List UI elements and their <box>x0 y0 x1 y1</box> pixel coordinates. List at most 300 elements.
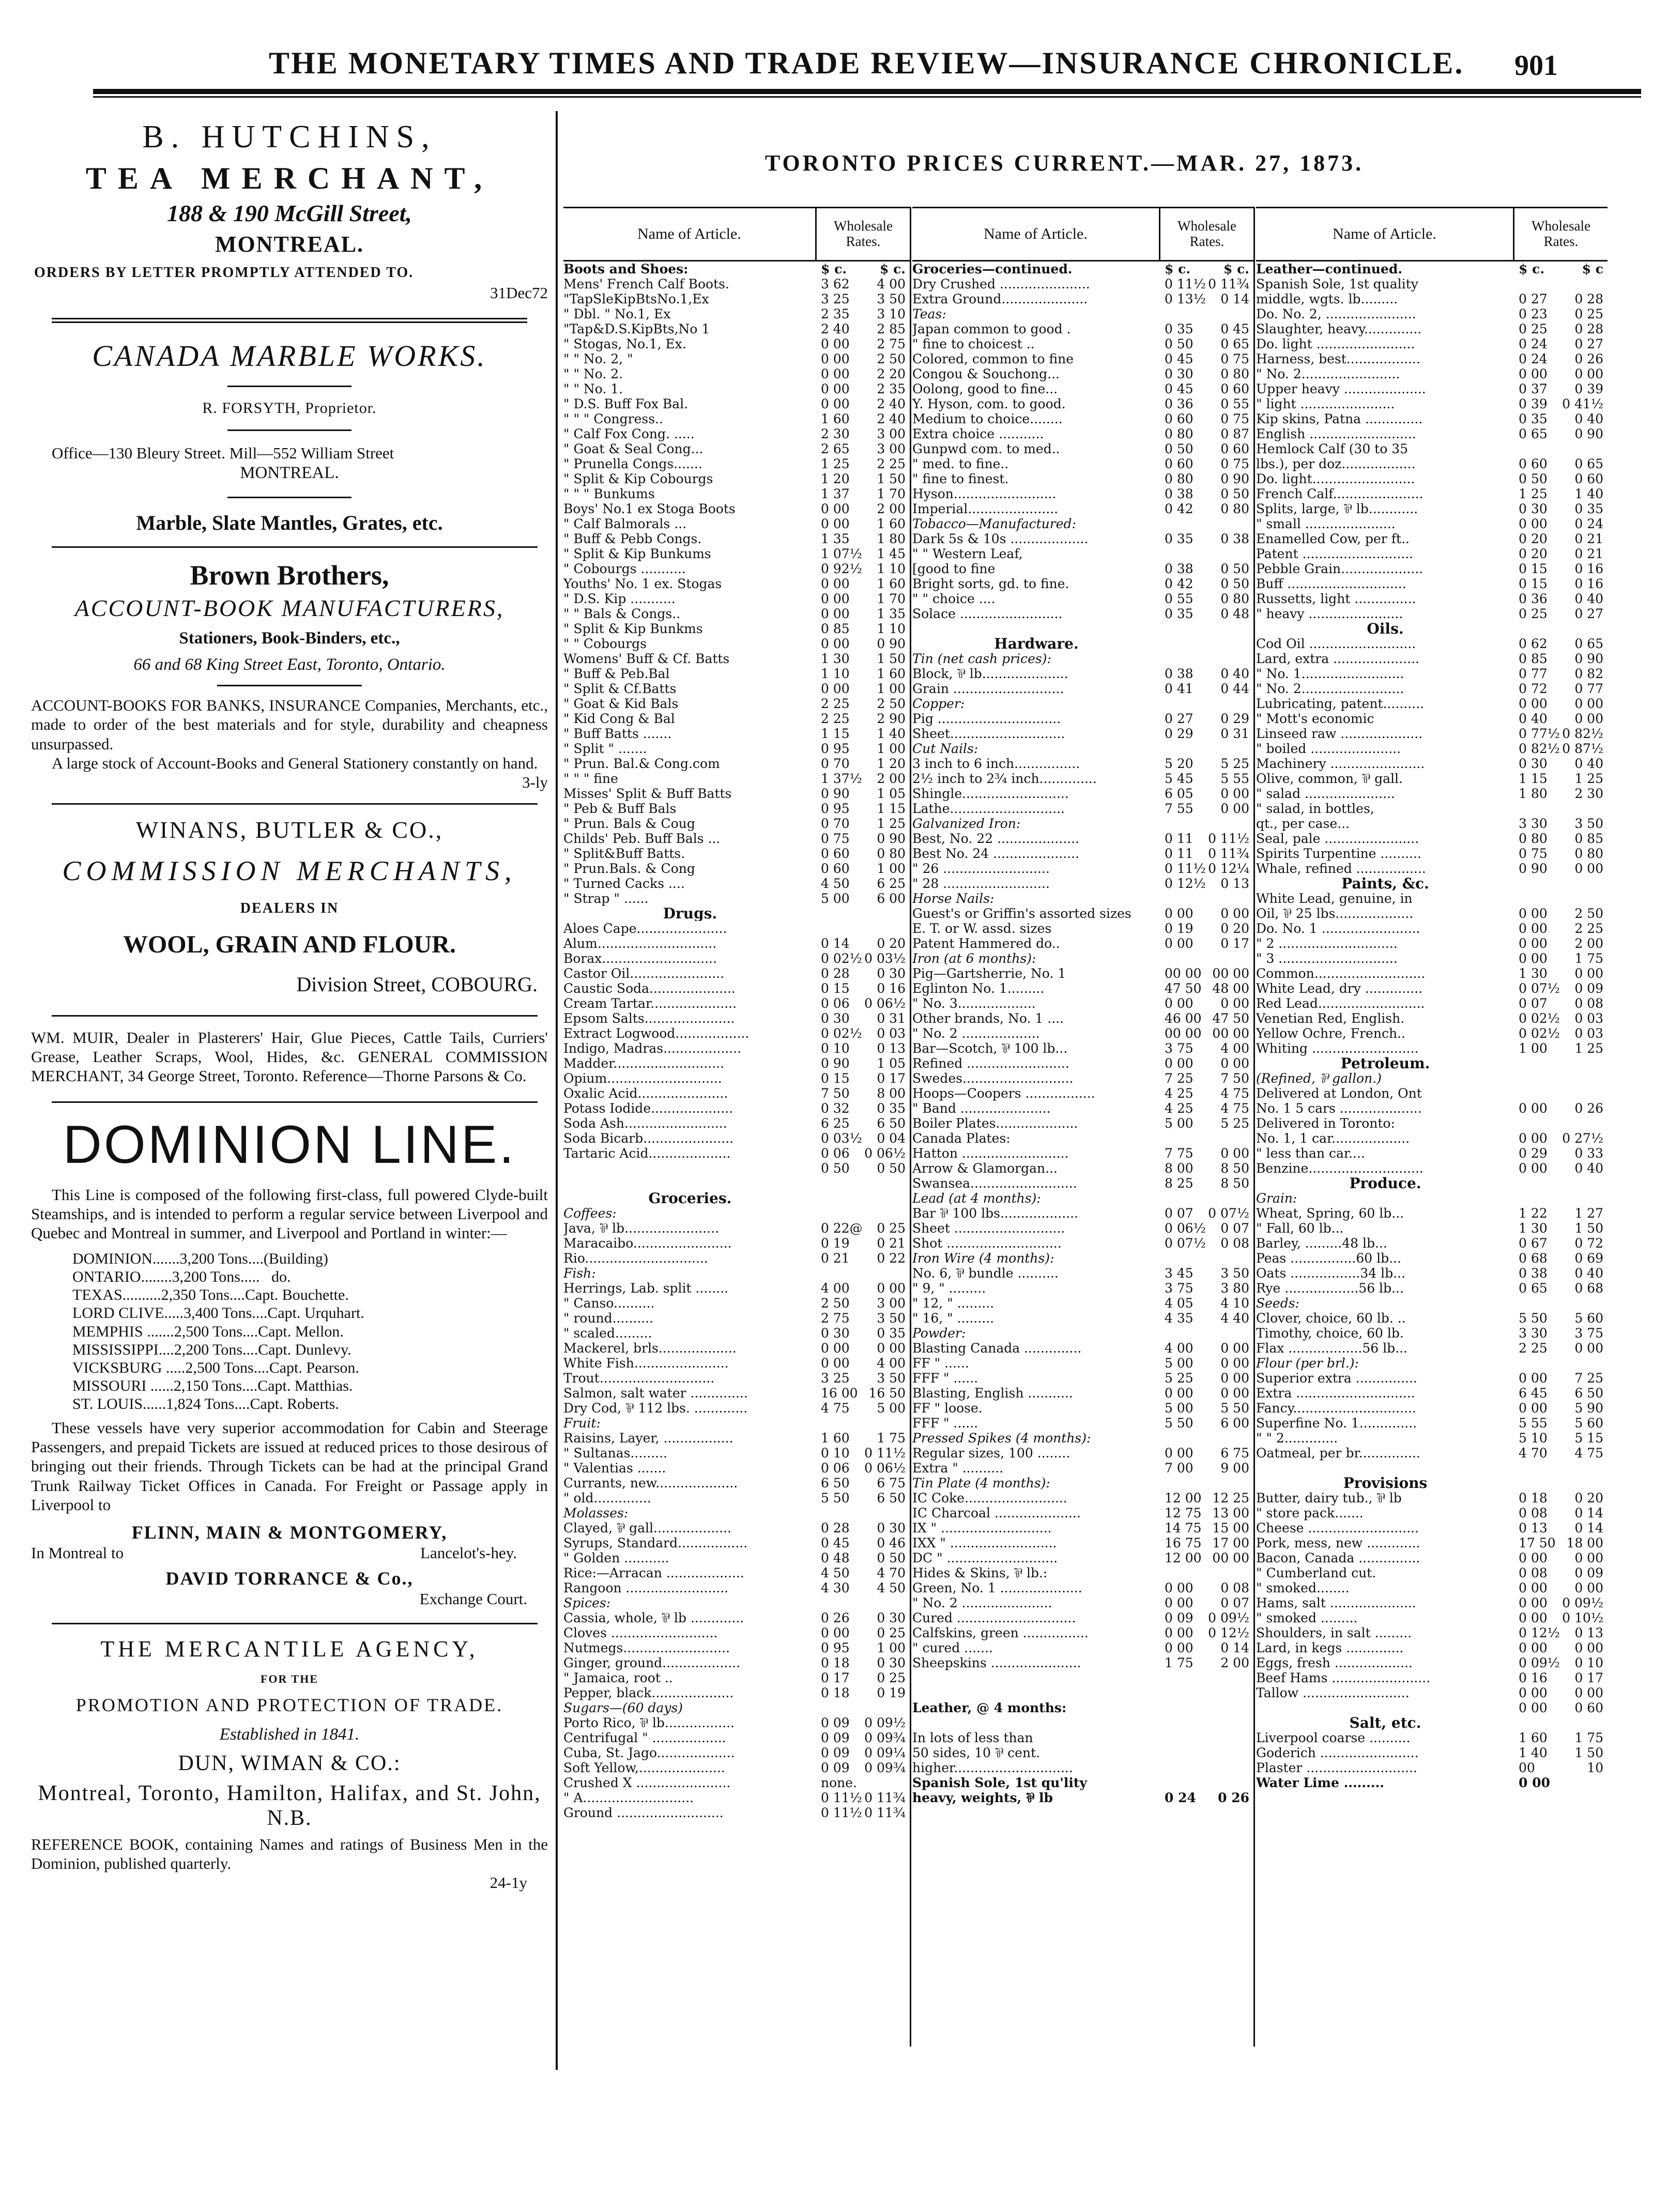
price-row <box>563 1535 910 1550</box>
rates <box>1160 1161 1253 1176</box>
rates <box>817 801 910 816</box>
article-name: " Goat & Kid Bals <box>563 696 679 711</box>
rate-high: 0 75 <box>1220 351 1249 366</box>
rates <box>1160 906 1253 921</box>
ad-hutchins-city: MONTREAL. <box>215 232 364 257</box>
rate-high: 1 75 <box>877 1431 906 1446</box>
rates <box>817 1356 910 1371</box>
ad-mercantile <box>31 1636 548 1892</box>
rate-high: 1 45 <box>877 546 906 561</box>
article-name: Nutmegs.......................... <box>563 1640 730 1655</box>
price-row <box>912 1011 1253 1026</box>
rate-low: 4 50 <box>821 876 850 891</box>
article-name: Sheet ........................... <box>912 1221 1065 1236</box>
price-row <box>563 1461 910 1476</box>
article-name: Childs' Peb. Buff Bals ... <box>563 831 721 846</box>
price-row <box>1256 801 1608 816</box>
rate-low: 0 22@ <box>821 1221 863 1236</box>
price-row <box>563 1386 910 1401</box>
rate-high: 0 82½ <box>1562 726 1603 741</box>
prices-title: TORONTO PRICES CURRENT.—MAR. 27, 1873. <box>765 150 1364 176</box>
ship-item: LORD CLIVE.....3,400 Tons....Capt. Urquhart. <box>72 1304 364 1322</box>
article-name: IC Coke......................... <box>912 1491 1067 1506</box>
rate-high: 0 50 <box>877 1550 906 1565</box>
price-row <box>563 1700 910 1715</box>
rates <box>817 1371 910 1386</box>
rates <box>1160 786 1253 801</box>
rates <box>817 396 910 411</box>
rate-low: 0 06 <box>821 1146 850 1161</box>
rate-low: 0 75 <box>1519 846 1548 861</box>
rates <box>1514 1431 1608 1446</box>
article-name: " small ...................... <box>1256 516 1396 531</box>
price-section-heading <box>563 1191 910 1206</box>
rates <box>1160 336 1253 351</box>
rate-high: 0 00 <box>1220 1356 1249 1371</box>
rate-low: 2 25 <box>821 711 850 726</box>
article-name: " heavy ....................... <box>1256 606 1403 621</box>
rates <box>817 1251 910 1266</box>
rates <box>817 366 910 381</box>
price-row <box>563 861 910 876</box>
rates <box>1160 1296 1253 1311</box>
rate-high: 0 03 <box>877 1026 906 1041</box>
price-row <box>1256 1371 1608 1386</box>
rates <box>1160 1206 1253 1221</box>
rate-low: 0 00 <box>1519 1595 1548 1610</box>
article-name: Other brands, No. 1 .... <box>912 1011 1064 1026</box>
ad-dominion-agent2: DAVID TORRANCE & Co., <box>165 1568 414 1589</box>
rates <box>1514 996 1608 1011</box>
article-name: Barley, .........48 lb... <box>1256 1236 1387 1251</box>
article-name: Blasting Canada .............. <box>912 1341 1082 1356</box>
rates <box>1160 696 1253 711</box>
article-name: Madder........................... <box>563 1056 725 1071</box>
price-row <box>912 966 1253 981</box>
price-row <box>563 381 910 396</box>
rate-low: 5 00 <box>1165 1356 1193 1371</box>
article-name: Flour (per brl.): <box>1256 1356 1359 1371</box>
rate-high: 0 11¾ <box>1208 276 1249 291</box>
rates <box>817 696 910 711</box>
price-row <box>1256 321 1608 336</box>
price-row <box>1256 666 1608 681</box>
rate-low: 4 50 <box>821 1565 850 1580</box>
rate-high: 4 10 <box>1220 1296 1249 1311</box>
rate-low: 4 25 <box>1165 1101 1193 1116</box>
article-name: Herrings, Lab. split ........ <box>563 1281 729 1296</box>
price-row <box>1256 1236 1608 1251</box>
rate-high: 0 07½ <box>1208 1206 1249 1221</box>
rate-low: 0 32 <box>821 1101 850 1116</box>
rate-high: 0 80 <box>1220 366 1249 381</box>
price-row <box>1256 1625 1608 1640</box>
rate-high: 3 00 <box>877 426 906 441</box>
article-name: Iron Wire (4 months): <box>912 1251 1054 1266</box>
price-row <box>1256 711 1608 726</box>
rate-high: 0 46 <box>877 1535 906 1550</box>
rate-high: 0 40 <box>1220 666 1249 681</box>
price-row <box>563 396 910 411</box>
rate-low: 0 00 <box>821 591 850 606</box>
article-name: Extract Logwood.................. <box>563 1026 749 1041</box>
article-name: FF " loose. <box>912 1401 983 1416</box>
article-name: " A........................... <box>563 1790 694 1805</box>
rates <box>817 906 910 921</box>
rate-low: 0 82½ <box>1519 741 1560 756</box>
rate-high: 0 06½ <box>864 1146 906 1161</box>
article-name: FF " ...... <box>912 1356 969 1371</box>
rate-low: 46 00 <box>1165 1011 1202 1026</box>
rates <box>1514 831 1608 846</box>
rate-low: 0 07½ <box>1519 981 1560 996</box>
article-name: " 26 .......................... <box>912 861 1050 876</box>
article-name: Provisions <box>1343 1476 1428 1491</box>
price-row <box>912 996 1253 1011</box>
col-name-header: Name of Article. <box>912 208 1160 260</box>
price-row <box>563 516 910 531</box>
rates <box>817 1685 910 1700</box>
rate-low: 0 24 <box>1519 351 1548 366</box>
ship-item: DOMINION.......3,200 Tons....(Building) <box>72 1250 328 1268</box>
price-row <box>1256 651 1608 666</box>
price-row <box>912 786 1253 801</box>
rate-low: 0 00 <box>821 396 850 411</box>
article-name: Goderich ........................ <box>1256 1745 1419 1760</box>
rate-low: 3 45 <box>1165 1266 1193 1281</box>
rate-high: 6 75 <box>1220 1446 1249 1461</box>
rate-low: 0 09 <box>821 1730 850 1745</box>
rates <box>817 1550 910 1565</box>
article-name: Horse Nails: <box>912 891 994 906</box>
rates <box>1514 1356 1608 1371</box>
rates <box>817 1131 910 1146</box>
price-row <box>912 1326 1253 1341</box>
rates <box>1160 591 1253 606</box>
article-name: Bar—Scotch, ⅌ 100 lb... <box>912 1041 1068 1056</box>
rates <box>817 921 910 936</box>
rate-high: 0 00 <box>1220 1386 1249 1401</box>
rate-high: 8 50 <box>1220 1176 1249 1191</box>
rates <box>1514 1116 1608 1131</box>
price-row <box>563 291 910 306</box>
rate-low: 0 15 <box>821 1071 850 1086</box>
rate-low: 0 30 <box>1519 501 1548 516</box>
price-row <box>1256 1071 1608 1086</box>
rate-high: 6 75 <box>877 1476 906 1491</box>
article-name: " Strap " ...... <box>563 891 649 906</box>
rates <box>1160 651 1253 666</box>
rates <box>817 621 910 636</box>
rate-high: 1 40 <box>1574 486 1603 501</box>
article-name: Flax ..................56 lb... <box>1256 1341 1407 1356</box>
rates <box>1514 1221 1608 1236</box>
rate-high: 2 50 <box>877 696 906 711</box>
price-row <box>563 1101 910 1116</box>
rates <box>817 1431 910 1446</box>
rate-low: 0 11½ <box>821 1790 862 1805</box>
rate-low: 0 06½ <box>1165 1221 1206 1236</box>
rates <box>1514 906 1608 921</box>
rate-low: 0 07 <box>1165 1206 1193 1221</box>
price-row <box>912 306 1253 321</box>
article-name: " Buff & Pebb Congs. <box>563 531 702 546</box>
price-row <box>1256 336 1608 351</box>
rates <box>1160 1670 1253 1685</box>
rates <box>817 1565 910 1580</box>
price-row <box>912 1520 1253 1535</box>
article-name: " fine to finest. <box>912 471 1009 486</box>
price-row <box>1256 1760 1608 1775</box>
price-rows <box>912 262 1253 1805</box>
price-row <box>912 1625 1253 1640</box>
price-row <box>912 501 1253 516</box>
rate-low: 47 50 <box>1165 981 1202 996</box>
rates <box>1160 1401 1253 1416</box>
rate-high: 5 00 <box>877 1401 906 1416</box>
rate-low: 0 38 <box>1165 486 1193 501</box>
rate-low: 0 00 <box>1519 1371 1548 1386</box>
rate-low: 0 75 <box>821 831 850 846</box>
rates <box>1514 1506 1608 1520</box>
price-section-heading <box>1256 621 1608 636</box>
article-name: English .......................... <box>1256 426 1416 441</box>
rate-low: 2 30 <box>821 426 850 441</box>
rate-high: 2 00 <box>1220 1655 1249 1670</box>
rate-low: 0 00 <box>1519 1550 1548 1565</box>
price-row <box>563 891 910 906</box>
rate-high: 8 50 <box>1220 1161 1249 1176</box>
rate-high: 1 10 <box>877 621 906 636</box>
rate-high: 0 87½ <box>1562 741 1603 756</box>
article-name: Benzine............................ <box>1256 1161 1424 1176</box>
rate-low: 1 40 <box>1519 1745 1548 1760</box>
rate-high: 6 50 <box>877 1116 906 1131</box>
article-name: Green, No. 1 .................... <box>912 1580 1082 1595</box>
rate-low: 0 00 <box>1165 936 1193 951</box>
article-name: Molasses: <box>563 1506 629 1520</box>
rate-high: 5 90 <box>1574 1401 1603 1416</box>
rate-low: 0 20 <box>1519 531 1548 546</box>
rate-high: 0 55 <box>1220 396 1249 411</box>
rate-high: 0 09 <box>1574 1565 1603 1580</box>
rates <box>1160 681 1253 696</box>
rate-high: 0 00 <box>1574 1341 1603 1356</box>
rate-low: 0 09 <box>821 1745 850 1760</box>
rates <box>1160 1730 1253 1745</box>
article-name: White Lead, genuine, in <box>1256 891 1413 906</box>
article-name: " Split&Buff Batts. <box>563 846 685 861</box>
article-name: Produce. <box>1349 1176 1421 1191</box>
article-name: Shoulders, in salt ......... <box>1256 1625 1412 1640</box>
article-name: " Kid Cong & Bal <box>563 711 675 726</box>
rates <box>1514 1191 1608 1206</box>
price-row <box>1256 1520 1608 1535</box>
rate-high: 0 14 <box>1220 1640 1249 1655</box>
rate-high: 0 09½ <box>864 1715 906 1730</box>
article-name: Womens' Buff & Cf. Batts <box>563 651 730 666</box>
rates <box>1514 1580 1608 1595</box>
rates <box>817 1805 910 1820</box>
article-name: Do. No. 2, ...................... <box>1256 306 1416 321</box>
ship-item: MISSISSIPPI....2,200 Tons....Capt. Dunlevy. <box>72 1341 351 1358</box>
rate-low: 2 75 <box>821 1311 850 1326</box>
article-name: Porto Rico, ⅌ lb................. <box>563 1715 735 1730</box>
article-name: " " No. 2. <box>563 366 623 381</box>
rate-low: 0 14 <box>821 936 850 951</box>
rate-high: 0 21 <box>877 1236 906 1251</box>
rates <box>1514 606 1608 621</box>
rate-high: 1 80 <box>877 531 906 546</box>
article-name: Dark 5s & 10s ................... <box>912 531 1089 546</box>
article-name: Rangoon ......................... <box>563 1580 729 1595</box>
rates <box>1160 1640 1253 1655</box>
article-name: White Lead, dry .............. <box>1256 981 1423 996</box>
article-name: Fancy.............................. <box>1256 1401 1416 1416</box>
price-row <box>563 1071 910 1086</box>
article-name: middle, wgts. lb......... <box>1256 291 1398 306</box>
rates <box>1160 621 1253 636</box>
rate-high: 1 15 <box>877 801 906 816</box>
article-name: Imperial...................... <box>912 501 1059 516</box>
price-row <box>912 486 1253 501</box>
price-section-heading <box>1256 1176 1608 1191</box>
rate-high: 0 48 <box>1220 606 1249 621</box>
article-name: qt., per case... <box>1256 816 1350 831</box>
rate-high: 0 30 <box>877 1655 906 1670</box>
rate-high: 1 50 <box>1574 1221 1603 1236</box>
rate-low: 0 27 <box>1165 711 1193 726</box>
price-row <box>1256 262 1608 276</box>
rates <box>1160 1715 1253 1730</box>
price-row <box>563 441 910 456</box>
rates <box>1160 1026 1253 1041</box>
price-row <box>563 846 910 861</box>
rates <box>1514 1491 1608 1506</box>
rate-low: 0 00 <box>1165 1595 1193 1610</box>
rate-low: $ c. <box>1519 262 1545 276</box>
price-row <box>1256 1446 1608 1461</box>
rates <box>1160 1071 1253 1086</box>
ad-dominion-agent2-loc: Exchange Court. <box>419 1590 527 1608</box>
article-name: Cloves .......................... <box>563 1625 718 1640</box>
article-name: " No. 1......................... <box>1256 666 1404 681</box>
rate-low: 0 24 <box>1519 336 1548 351</box>
rate-low: 4 25 <box>1165 1086 1193 1101</box>
rate-low: 0 85 <box>1519 651 1548 666</box>
divider <box>52 546 538 548</box>
rate-high: 0 22 <box>877 1251 906 1266</box>
article-name: Refined ......................... <box>912 1056 1069 1071</box>
divider <box>227 429 351 431</box>
price-row <box>912 1416 1253 1431</box>
rates <box>817 262 910 276</box>
price-row <box>1256 306 1608 321</box>
price-row <box>912 1311 1253 1326</box>
rate-high: 1 40 <box>877 726 906 741</box>
rate-high: 0 16 <box>1574 576 1603 591</box>
rate-low: 0 15 <box>1519 576 1548 591</box>
article-name: " Split & Kip Cobourgs <box>563 471 713 486</box>
article-name: " boiled ...................... <box>1256 741 1401 756</box>
price-row <box>563 561 910 576</box>
price-row <box>912 771 1253 786</box>
article-name: Alum............................. <box>563 936 717 951</box>
article-name: Best No. 24 ..................... <box>912 846 1080 861</box>
article-name: Sheepskins ...................... <box>912 1655 1081 1670</box>
article-name: Currants, new.................... <box>563 1476 738 1491</box>
rates <box>1514 1715 1608 1730</box>
article-name: " Golden ........... <box>563 1550 669 1565</box>
rates <box>1514 876 1608 891</box>
rate-high: 0 90 <box>1574 426 1603 441</box>
rate-low: 16 75 <box>1165 1535 1202 1550</box>
price-row <box>1256 831 1608 846</box>
rates <box>817 876 910 891</box>
rate-low: 0 00 <box>821 1625 850 1640</box>
rate-low: 0 16 <box>1519 1670 1548 1685</box>
price-row <box>563 1056 910 1071</box>
rates <box>817 351 910 366</box>
rate-low: 1 25 <box>821 456 850 471</box>
rates <box>1160 1625 1253 1640</box>
rates <box>1514 1371 1608 1386</box>
rate-high: 0 50 <box>1220 561 1249 576</box>
article-name: Aloes Cape...................... <box>563 921 727 936</box>
rate-high: 15 00 <box>1212 1520 1249 1535</box>
rate-low: 0 77½ <box>1519 726 1560 741</box>
article-name: Cod Oil .......................... <box>1256 636 1416 651</box>
article-name: " " Cobourgs <box>563 636 647 651</box>
rates <box>1514 1281 1608 1296</box>
article-name: " 9, " ......... <box>912 1281 986 1296</box>
price-row <box>912 621 1253 636</box>
rate-high: 5 55 <box>1220 771 1249 786</box>
price-row <box>1256 846 1608 861</box>
rate-low: 1 15 <box>821 726 850 741</box>
ad-muir <box>31 1028 548 1086</box>
rate-low: 0 09½ <box>1519 1655 1560 1670</box>
rate-high: 0 50 <box>877 1161 906 1176</box>
rates <box>1514 381 1608 396</box>
rate-low: 4 30 <box>821 1580 850 1595</box>
rate-high: 2 35 <box>877 381 906 396</box>
price-row <box>563 711 910 726</box>
rates <box>1160 1416 1253 1431</box>
article-name: Rice:—Arracan ................... <box>563 1565 744 1580</box>
article-name: Tobacco—Manufactured: <box>912 516 1076 531</box>
price-row <box>912 1116 1253 1131</box>
rate-low: 0 00 <box>1519 696 1548 711</box>
price-row <box>912 816 1253 831</box>
article-name: " smoked ......... <box>1256 1610 1358 1625</box>
price-row <box>1256 1026 1608 1041</box>
article-name: " smoked........ <box>1256 1580 1350 1595</box>
rates <box>1160 711 1253 726</box>
rates <box>1160 576 1253 591</box>
masthead: THE MONETARY TIMES AND TRADE REVIEW—INSURANCE CHRONICLE. <box>269 46 1464 80</box>
article-name: Swansea.......................... <box>912 1176 1077 1191</box>
rate-high: 0 40 <box>1574 1161 1603 1176</box>
ad-marble-city: MONTREAL. <box>240 464 339 483</box>
rate-low: 1 75 <box>1165 1655 1193 1670</box>
rate-high: 5 50 <box>1220 1401 1249 1416</box>
price-row <box>563 1266 910 1281</box>
rate-high: 1 00 <box>877 1640 906 1655</box>
rates <box>817 1071 910 1086</box>
price-row <box>912 1071 1253 1086</box>
rate-low: 5 00 <box>1165 1401 1193 1416</box>
